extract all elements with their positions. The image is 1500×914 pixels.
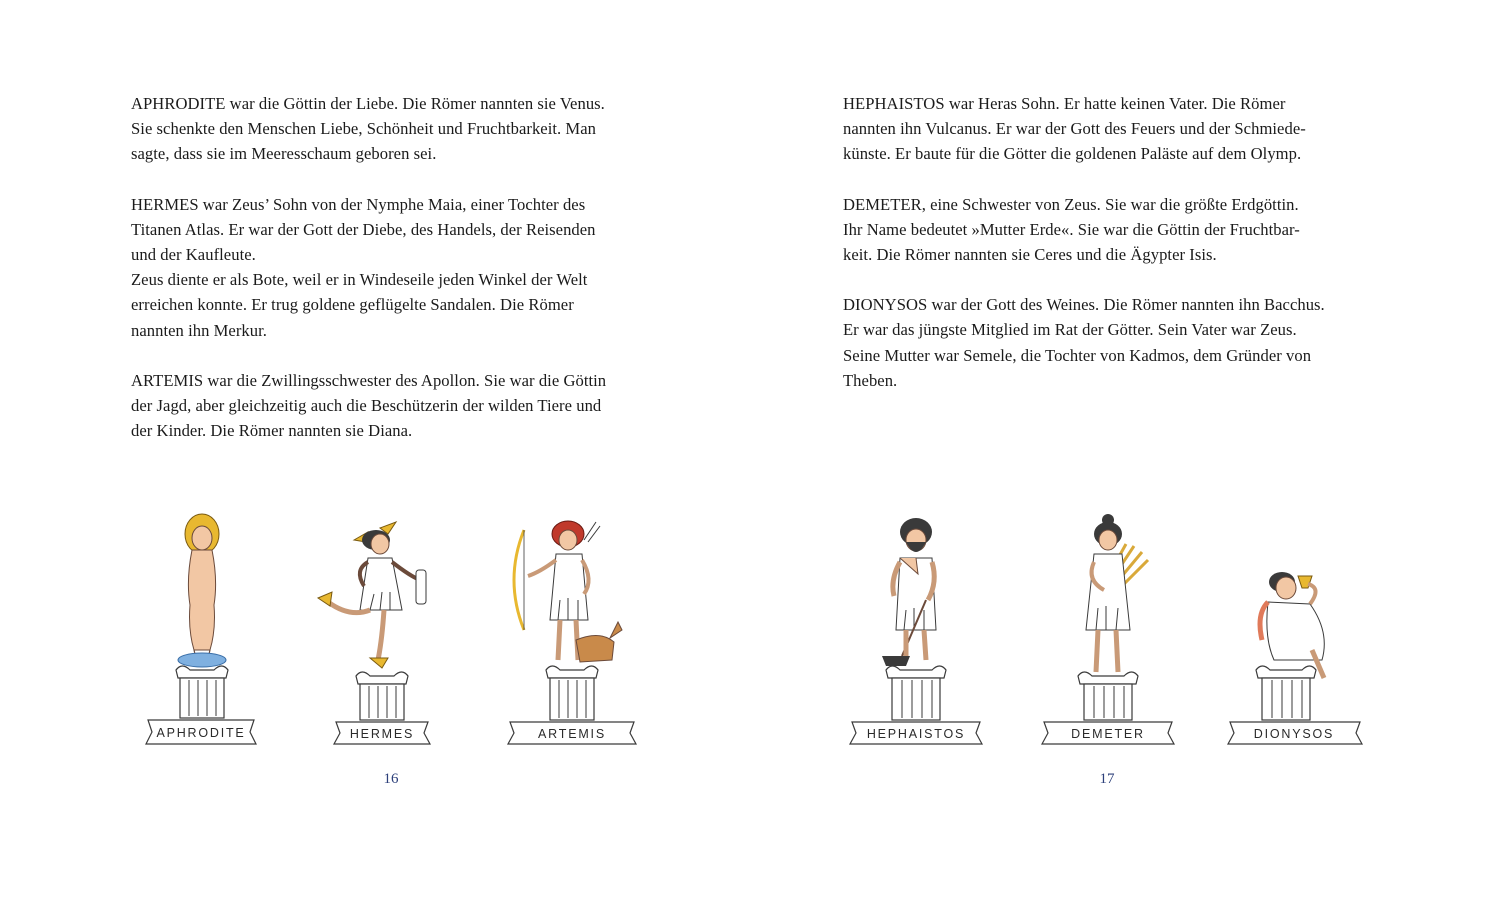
text-line: Theben. <box>843 370 898 390</box>
dionysos-illustration <box>1226 510 1366 750</box>
hermes-illustration <box>310 510 450 750</box>
page-number: 16 <box>383 771 399 787</box>
statue-label: HERMES <box>349 727 415 741</box>
artemis-illustration <box>500 510 640 750</box>
text-line: Sie schenkte den Menschen Liebe, Schönheit und Fruchtbarkeit. Man <box>131 119 596 139</box>
text-line: DIONYSOS war der Gott des Weines. Die Römer nannten ihn Bacchus. <box>843 295 1325 315</box>
text-line: der Jagd, aber gleichzeitig auch die Beschützerin der wilden Tiere und <box>131 396 602 416</box>
statue-label: APHRODITE <box>156 726 246 740</box>
text-line: APHRODITE war die Göttin der Liebe. Die Römer nannten sie Venus. <box>131 94 605 113</box>
demeter-statue <box>1038 510 1178 750</box>
text-line: Seine Mutter war Semele, die Tochter von Kadmos, dem Gründer von <box>843 345 1312 365</box>
demeter-illustration <box>1038 510 1178 750</box>
text-line: sagte, dass sie im Meeresschaum geboren sei. <box>131 144 437 164</box>
paragraph-aphrodite <box>131 91 691 167</box>
left-text-block <box>131 91 691 468</box>
paragraph-artemis <box>131 368 691 444</box>
statue-label: DIONYSOS <box>1253 727 1335 741</box>
text-line: Ihr Name bedeutet »Mutter Erde«. Sie war die Göttin der Fruchtbar- <box>843 219 1300 239</box>
paragraph-hephaistos <box>843 91 1403 167</box>
aphrodite-statue <box>130 510 270 750</box>
dionysos-statue <box>1226 510 1366 750</box>
text-line: der Kinder. Die Römer nannten sie Diana. <box>131 421 413 441</box>
statue-label: ARTEMIS <box>538 727 606 741</box>
hephaistos-illustration <box>846 510 986 750</box>
paragraph-hermes <box>131 192 691 343</box>
page-number: 17 <box>1099 771 1115 787</box>
right-text-block <box>843 91 1403 418</box>
text-line: nannten ihn Vulcanus. Er war der Gott des Feuers und der Schmiede- <box>843 119 1306 139</box>
text-line: DEMETER, eine Schwester von Zeus. Sie war die größte Erdgöttin. <box>843 194 1299 214</box>
text-line: künste. Er baute für die Götter die goldenen Paläste auf dem Olymp. <box>843 144 1302 164</box>
text-line: und der Kaufleute. <box>131 245 256 265</box>
hermes-statue <box>310 510 450 750</box>
right-statues <box>750 510 1500 760</box>
aphrodite-illustration <box>130 510 270 750</box>
right-page <box>750 0 1500 914</box>
artemis-statue <box>500 510 640 750</box>
text-line: HEPHAISTOS war Heras Sohn. Er hatte keinen Vater. Die Römer <box>843 94 1286 113</box>
text-line: keit. Die Römer nannten sie Ceres und die Ägypter Isis. <box>843 245 1217 265</box>
paragraph-dionysos <box>843 292 1403 393</box>
text-line: erreichen konnte. Er trug goldene geflügelte Sandalen. Die Römer <box>131 295 574 315</box>
statue-label: HEPHAISTOS <box>866 727 966 741</box>
left-statues <box>0 510 750 760</box>
text-line: Titanen Atlas. Er war der Gott der Diebe, des Handels, der Reisenden <box>131 219 596 239</box>
text-line: Zeus diente er als Bote, weil er in Windeseile jeden Winkel der Welt <box>131 270 588 290</box>
text-line: ARTEMIS war die Zwillingsschwester des Apollon. Sie war die Göttin <box>131 370 607 390</box>
statue-label: DEMETER <box>1071 727 1145 741</box>
text-line: HERMES war Zeus’ Sohn von der Nymphe Maia, einer Tochter des <box>131 194 586 214</box>
text-line: Er war das jüngste Mitglied im Rat der Götter. Sein Vater war Zeus. <box>843 320 1297 340</box>
text-line: nannten ihn Merkur. <box>131 320 267 340</box>
paragraph-demeter <box>843 192 1403 268</box>
hephaistos-statue <box>846 510 986 750</box>
